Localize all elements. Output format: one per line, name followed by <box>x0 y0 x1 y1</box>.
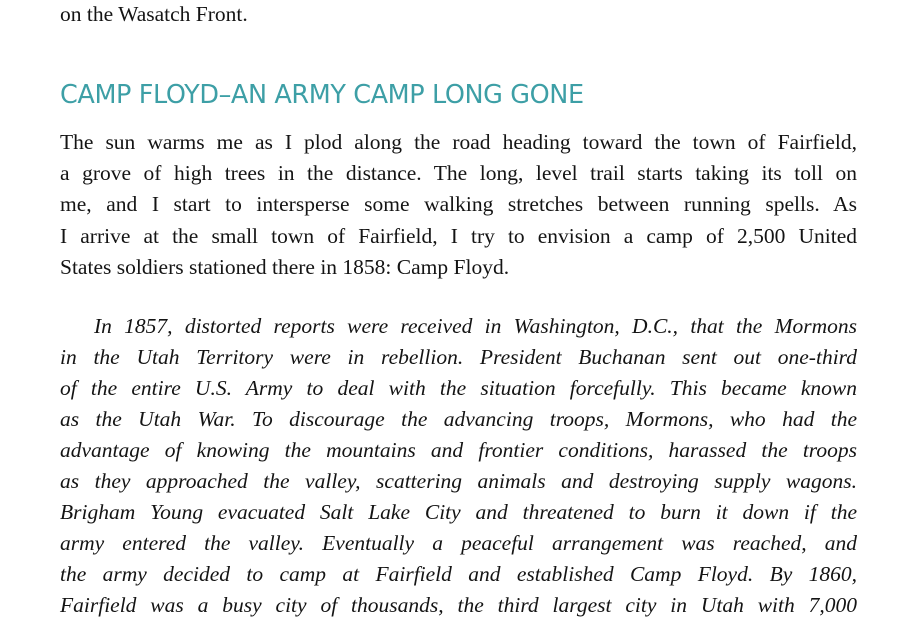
quote-line: as the Utah War. To discourage the advancing troops, Mormons, who had the <box>60 407 857 431</box>
previous-paragraph-end: on the Wasatch Front. <box>60 2 248 26</box>
section-heading: CAMP FLOYD–AN ARMY CAMP LONG GONE <box>60 80 584 110</box>
quote-line: advantage of knowing the mountains and frontier conditions, harassed the troops <box>60 438 857 462</box>
body-paragraph <box>60 127 857 283</box>
body-line: I arrive at the small town of Fairfield, I try to envision a camp of 2,500 United <box>60 223 857 248</box>
quote-line: Brigham Young evacuated Salt Lake City and threatened to burn it down if the <box>60 500 857 524</box>
body-line: a grove of high trees in the distance. The long, level trail starts taking its toll on <box>60 161 857 186</box>
quote-line: army entered the valley. Eventually a peaceful arrangement was reached, and <box>60 531 857 555</box>
quote-line: the army decided to camp at Fairfield and established Camp Floyd. By 1860, <box>60 562 857 586</box>
quote-line: Fairfield was a busy city of thousands, the third largest city in Utah with 7,000 <box>60 593 857 617</box>
body-line: me, and I start to intersperse some walking stretches between running spells. As <box>60 192 857 217</box>
quote-line: in the Utah Territory were in rebellion. President Buchanan sent out one-third <box>60 345 857 369</box>
body-line: States soldiers stationed there in 1858: Camp Floyd. <box>60 254 510 279</box>
body-line: The sun warms me as I plod along the road heading toward the town of Fairfield, <box>60 130 857 154</box>
quote-line: of the entire U.S. Army to deal with the situation forcefully. This became known <box>60 376 857 400</box>
quote-line: as they approached the valley, scattering animals and destroying supply wagons. <box>60 469 857 493</box>
italic-history-paragraph <box>60 311 857 621</box>
quote-line: In 1857, distorted reports were received in Washington, D.C., that the Mormons <box>94 314 857 338</box>
